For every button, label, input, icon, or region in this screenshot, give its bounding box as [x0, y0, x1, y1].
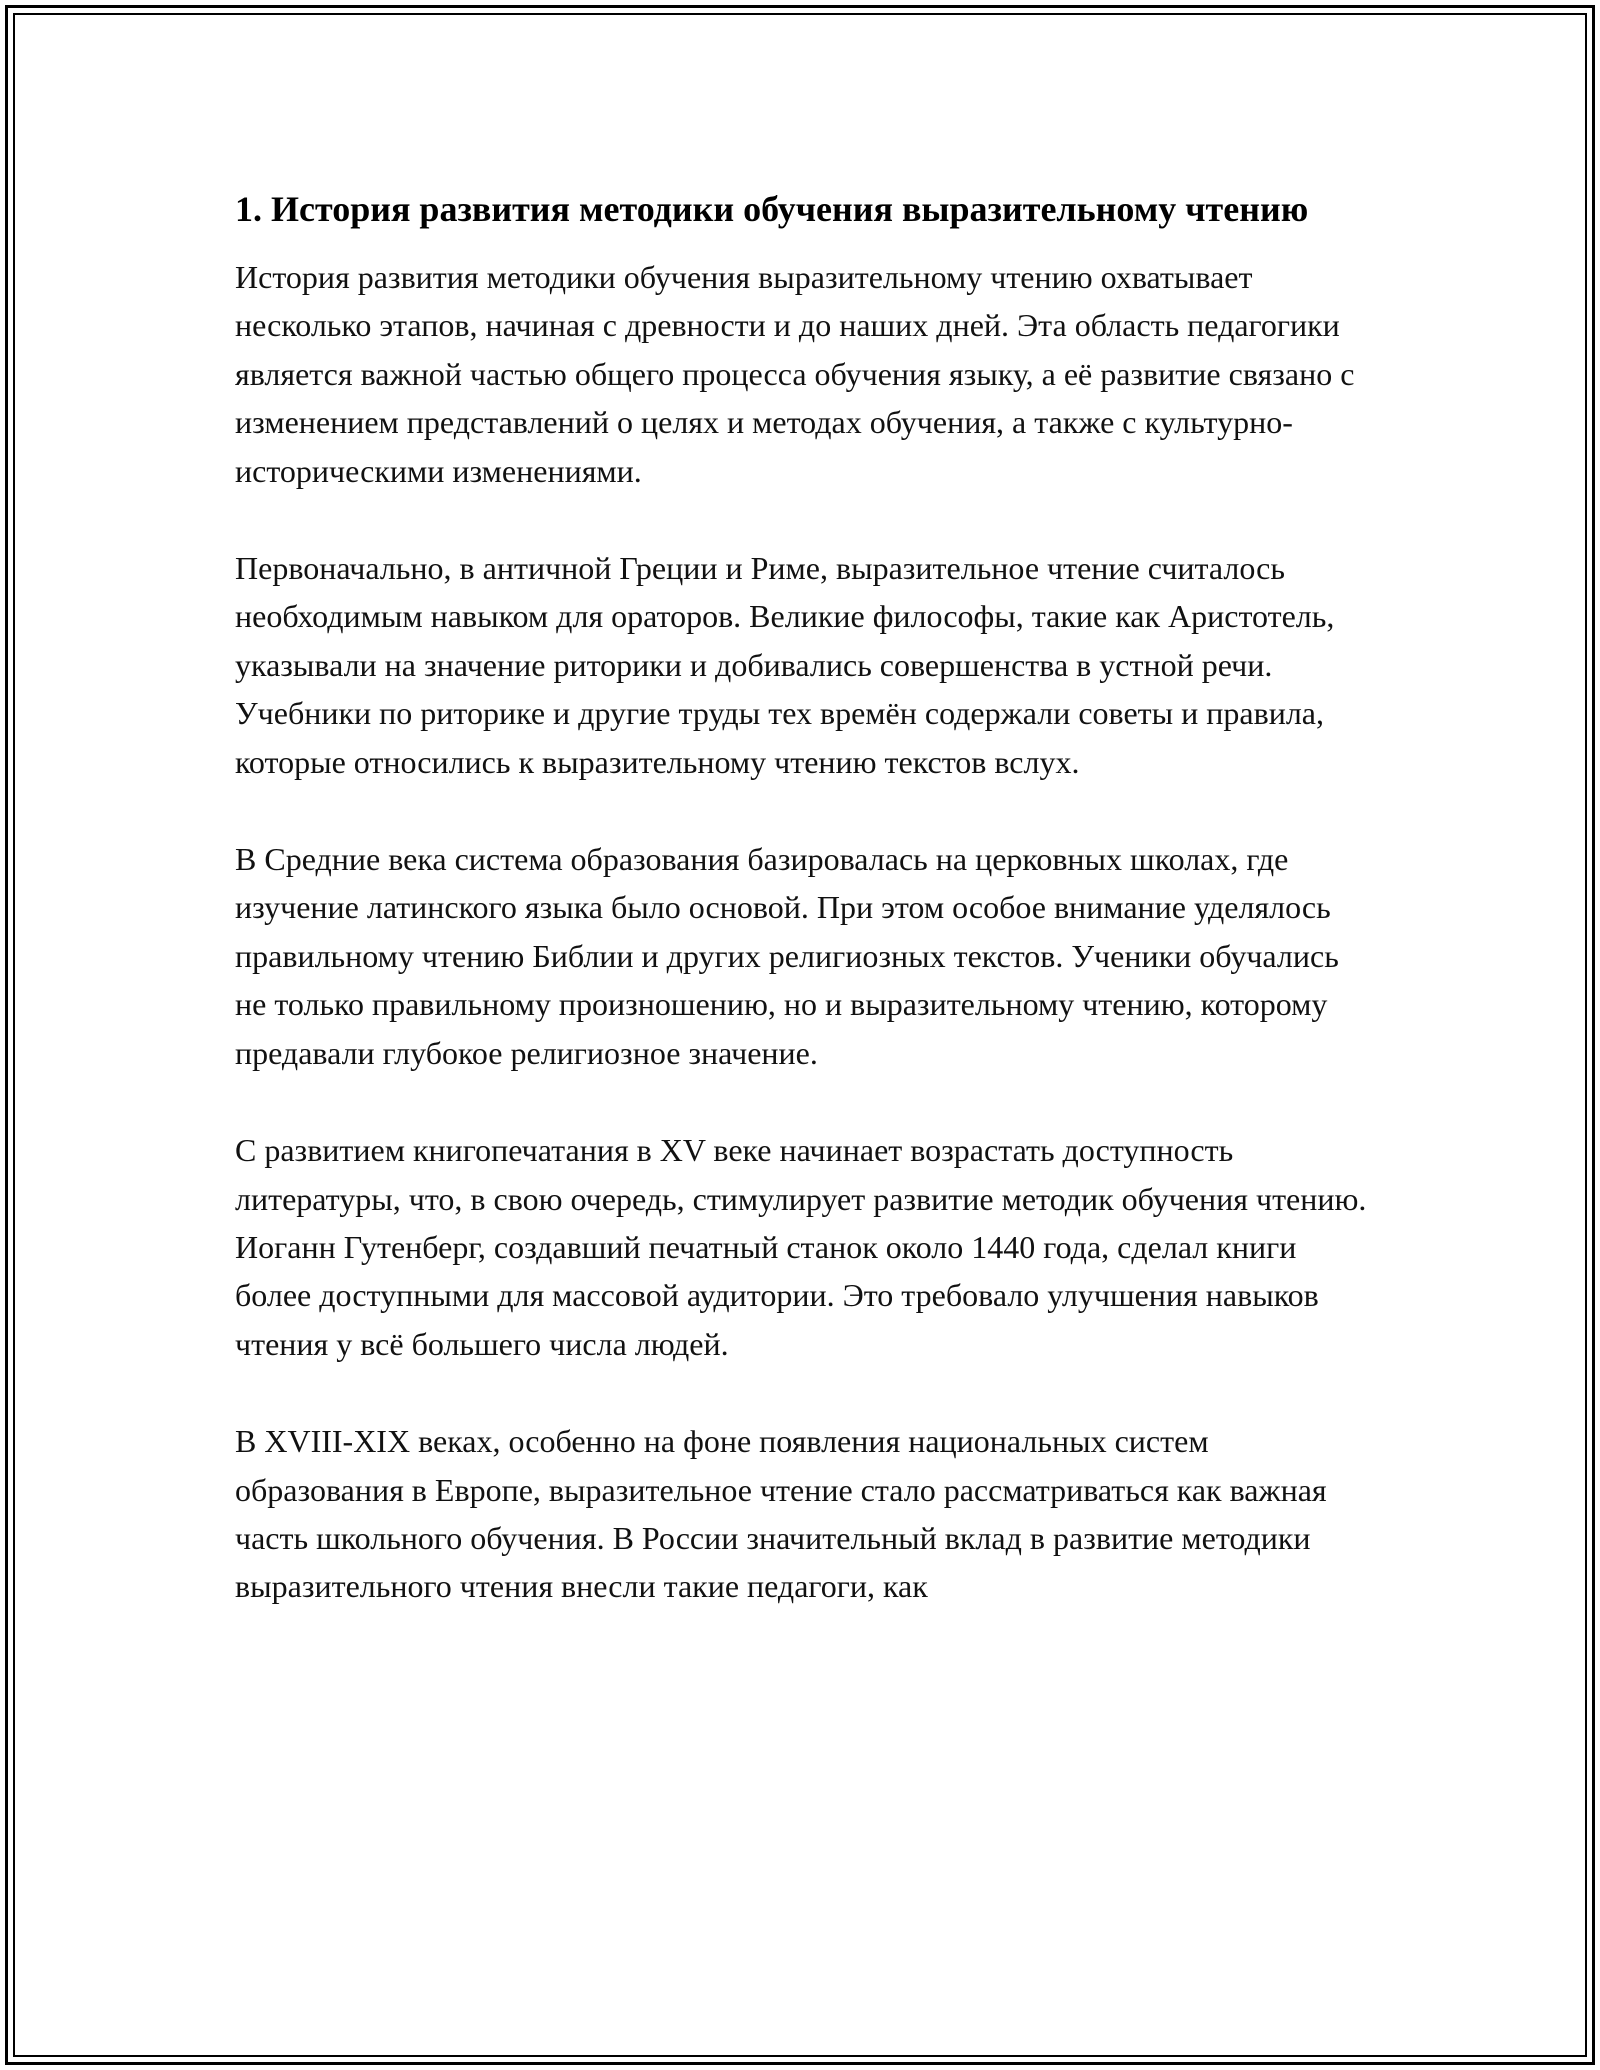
paragraph-intro: История развития методики обучения выразительному чтению охватывает несколько этапов, начиная с древности и до наших дней. Эта область педагогики является важной частью общего процесса обучения языку, а её развитие связано с изменением представлений о целях и методах обучения, а также с культурно-историческими изменениями. — [235, 259, 1355, 489]
section-heading: 1. История развития методики обучения выразительному чтению — [235, 189, 1309, 229]
paragraph-antiquity: Первоначально, в античной Греции и Риме, выразительное чтение считалось необходимым навыком для ораторов. Великие философы, такие как Аристотель, указывали на значение риторики и добивались совершенства в устной речи. Учебники по риторике и другие труды тех времён содержали советы и правила, которые относились к выразительному чтению текстов вслух. — [235, 550, 1335, 780]
paragraph-printing: С развитием книгопечатания в XV веке начинает возрастать доступность литературы, что, в свою очередь, стимулирует развитие методик обучения чтению. Иоганн Гутенберг, создавший печатный станок около 1440 года, сделал книги более доступными для массовой аудитории. Это требовало улучшения навыков чтения у всё большего числа людей. — [235, 1132, 1367, 1362]
paragraph-18-19-centuries: В XVIII-XIX веках, особенно на фоне появления национальных систем образования в Европе, выразительное чтение стало рассматриваться как важная часть школьного обучения. В России значительный вклад в развитие методики выразительного чтения внесли такие педагоги, как — [235, 1423, 1327, 1605]
paragraph-middle-ages: В Средние века система образования базировалась на церковных школах, где изучение латинского языка было основой. При этом особое внимание уделялось правильному чтению Библии и других религиозных текстов. Ученики обучались не только правильному произношению, но и выразительному чтению, которому предавали глубокое религиозное значение. — [235, 841, 1339, 1071]
document-body — [235, 182, 1375, 1660]
